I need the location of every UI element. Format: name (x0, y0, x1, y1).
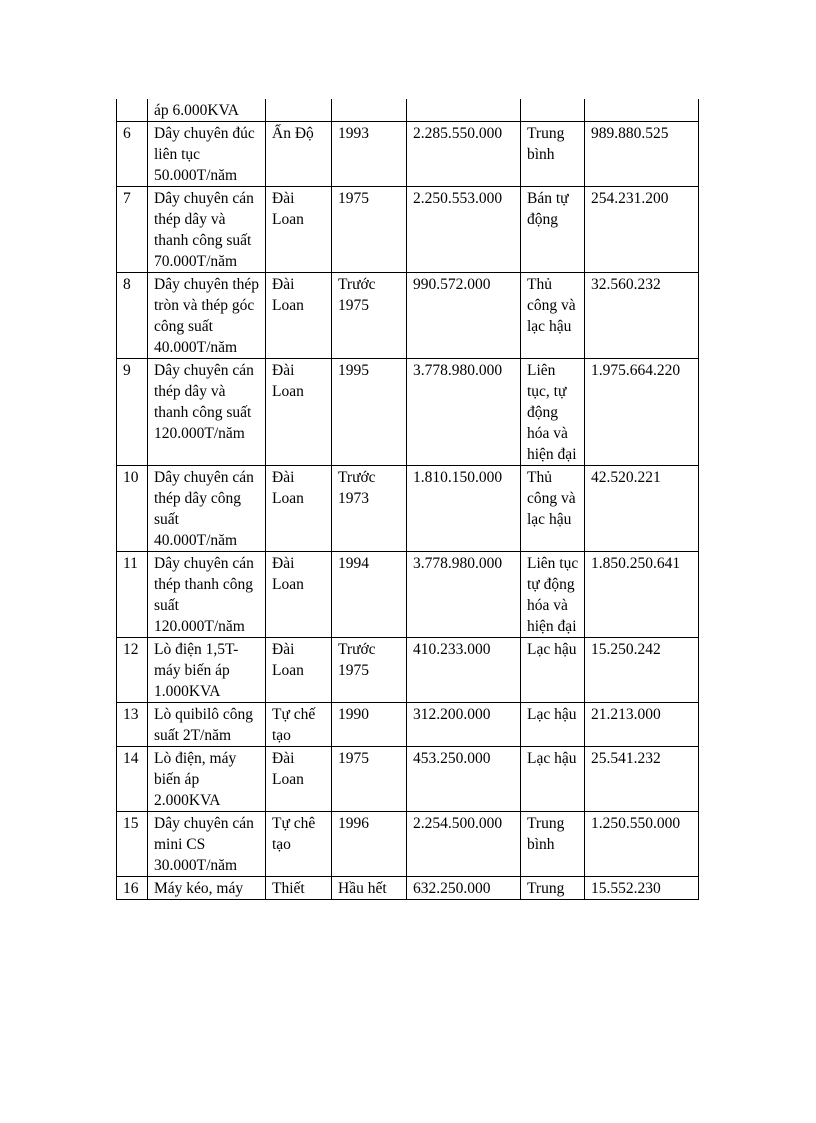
cell-year: 1994 (332, 552, 407, 638)
table-row (117, 187, 699, 273)
table-row (117, 812, 699, 877)
cell-value: 2.250.553.000 (407, 187, 521, 273)
cell-year: Hầu hết (332, 877, 407, 900)
cell-no: 12 (117, 638, 148, 703)
cell-status: Bán tự động (521, 187, 585, 273)
cell-value: 453.250.000 (407, 747, 521, 812)
cell-status: Thủ công và lạc hậu (521, 273, 585, 359)
cell-origin: Đài Loan (266, 273, 332, 359)
cell-residual: 1.250.550.000 (585, 812, 699, 877)
cell-residual: 989.880.525 (585, 122, 699, 187)
cell-no (117, 99, 148, 122)
cell-name: Máy kéo, máy (148, 877, 266, 900)
cell-year: 1996 (332, 812, 407, 877)
cell-name: Dây chuyên cán thép dây và thanh công suất 70.000T/năm (148, 187, 266, 273)
table-row-continued (117, 99, 699, 122)
cell-origin: Thiết (266, 877, 332, 900)
table-row (117, 703, 699, 747)
cell-year: 1990 (332, 703, 407, 747)
cell-origin: Đài Loan (266, 747, 332, 812)
cell-year: 1995 (332, 359, 407, 466)
cell-no: 14 (117, 747, 148, 812)
cell-origin: Đài Loan (266, 638, 332, 703)
cell-residual: 21.213.000 (585, 703, 699, 747)
cell-value (407, 99, 521, 122)
table-row (117, 638, 699, 703)
cell-status: Thủ công và lạc hậu (521, 466, 585, 552)
cell-value: 2.254.500.000 (407, 812, 521, 877)
cell-status: Trung bình (521, 122, 585, 187)
cell-origin: Đài Loan (266, 187, 332, 273)
cell-value: 3.778.980.000 (407, 552, 521, 638)
cell-residual (585, 99, 699, 122)
cell-year: Trước 1975 (332, 638, 407, 703)
cell-origin: Đài Loan (266, 359, 332, 466)
cell-status: Lạc hậu (521, 703, 585, 747)
cell-residual: 42.520.221 (585, 466, 699, 552)
table-row (117, 122, 699, 187)
cell-value: 632.250.000 (407, 877, 521, 900)
cell-status: Liên tục, tự động hóa và hiện đại (521, 359, 585, 466)
cell-origin: Tự chê tạo (266, 812, 332, 877)
cell-status (521, 99, 585, 122)
cell-year: 1975 (332, 187, 407, 273)
cell-name: Lò điện, máy biến áp 2.000KVA (148, 747, 266, 812)
cell-value: 312.200.000 (407, 703, 521, 747)
cell-name: Dây chuyên cán thép dây công suất 40.000T/năm (148, 466, 266, 552)
cell-name: áp 6.000KVA (148, 99, 266, 122)
cell-origin (266, 99, 332, 122)
cell-no: 10 (117, 466, 148, 552)
cell-name: Dây chuyên cán thép dây và thanh công suất 120.000T/năm (148, 359, 266, 466)
cell-no: 7 (117, 187, 148, 273)
table-row (117, 552, 699, 638)
cell-name: Dây chuyên cán mini CS 30.000T/năm (148, 812, 266, 877)
cell-no: 16 (117, 877, 148, 900)
cell-value: 410.233.000 (407, 638, 521, 703)
cell-no: 13 (117, 703, 148, 747)
cell-status: Trung (521, 877, 585, 900)
cell-name: Lò quibilô công suất 2T/năm (148, 703, 266, 747)
cell-value: 2.285.550.000 (407, 122, 521, 187)
cell-status: Lạc hậu (521, 747, 585, 812)
cell-status: Liên tục tự động hóa và hiện đại (521, 552, 585, 638)
cell-origin: Đài Loan (266, 552, 332, 638)
cell-no: 6 (117, 122, 148, 187)
cell-year: 1975 (332, 747, 407, 812)
cell-origin: Ấn Độ (266, 122, 332, 187)
cell-year: 1993 (332, 122, 407, 187)
cell-name: Dây chuyên đúc liên tục 50.000T/năm (148, 122, 266, 187)
cell-origin: Tự chế tạo (266, 703, 332, 747)
cell-value: 3.778.980.000 (407, 359, 521, 466)
cell-no: 11 (117, 552, 148, 638)
cell-no: 15 (117, 812, 148, 877)
cell-name: Dây chuyên cán thép thanh công suất 120.000T/năm (148, 552, 266, 638)
cell-residual: 1.850.250.641 (585, 552, 699, 638)
cell-year (332, 99, 407, 122)
cell-residual: 254.231.200 (585, 187, 699, 273)
cell-year: Trước 1975 (332, 273, 407, 359)
cell-name: Lò điện 1,5T-máy biến áp 1.000KVA (148, 638, 266, 703)
cell-status: Trung bình (521, 812, 585, 877)
table-row (117, 747, 699, 812)
cell-residual: 1.975.664.220 (585, 359, 699, 466)
equipment-table-body (117, 99, 699, 900)
table-row (117, 877, 699, 900)
cell-residual: 15.250.242 (585, 638, 699, 703)
equipment-table (116, 99, 699, 900)
table-row (117, 273, 699, 359)
cell-origin: Đài Loan (266, 466, 332, 552)
cell-value: 1.810.150.000 (407, 466, 521, 552)
cell-name: Dây chuyên thép tròn và thép góc công suất 40.000T/năm (148, 273, 266, 359)
cell-year: Trước 1973 (332, 466, 407, 552)
table-row (117, 466, 699, 552)
cell-no: 8 (117, 273, 148, 359)
cell-status: Lạc hậu (521, 638, 585, 703)
cell-residual: 32.560.232 (585, 273, 699, 359)
table-row (117, 359, 699, 466)
cell-residual: 15.552.230 (585, 877, 699, 900)
cell-value: 990.572.000 (407, 273, 521, 359)
cell-no: 9 (117, 359, 148, 466)
cell-residual: 25.541.232 (585, 747, 699, 812)
